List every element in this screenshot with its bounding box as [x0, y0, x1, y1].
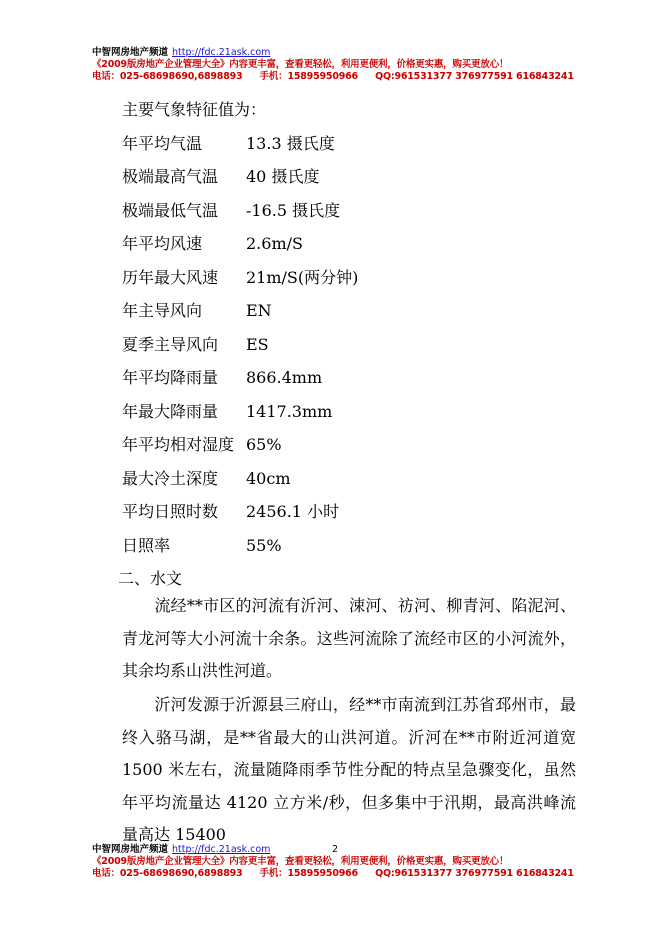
climate-label: 平均日照时数 — [122, 502, 219, 521]
climate-row — [122, 428, 582, 462]
footer-qq-label: QQ: — [375, 868, 395, 879]
document-body — [118, 93, 582, 596]
climate-row — [122, 127, 582, 161]
contact-phone: 电话：025-68698690,6898893 — [92, 71, 243, 82]
footer-site-url-link[interactable]: http://fdc.21ask.com — [172, 844, 271, 855]
footer-qq-numbers: 961531377 376977591 616843241 — [394, 868, 574, 879]
climate-label: 历年最大风速 — [122, 267, 219, 287]
climate-label: 最大冷土深度 — [122, 468, 219, 488]
climate-row — [122, 529, 582, 563]
climate-value: 866.4mm — [246, 368, 323, 387]
footer-site-name: 中智网房地产频道 — [92, 844, 169, 855]
qq-numbers: 961531377 376977591 616843241 — [394, 71, 574, 82]
climate-row — [122, 227, 582, 261]
header-promo: 《2009版房地产企业管理大全》内容更丰富，查看更轻松，利用更便利，价格更实惠，购买更放心！ — [92, 59, 509, 70]
climate-value: ES — [246, 334, 269, 354]
page-header — [92, 47, 632, 83]
header-site-line — [92, 47, 632, 59]
footer-site-line — [92, 844, 632, 856]
climate-row — [122, 194, 582, 228]
climate-row — [122, 261, 582, 295]
contact-qq — [375, 71, 574, 82]
section-title: 二、水文 — [118, 569, 183, 588]
climate-label: 年最大降雨量 — [122, 401, 219, 421]
climate-table — [122, 127, 582, 563]
footer-contact-mobile: 手机：15895950966 — [259, 868, 358, 879]
hydrology-paragraph-1: 流经**市区的河流有沂河、涑河、祊河、柳青河、陷泥河、青龙河等大小河流十余条。这些河流除了流经市区的小河流外，其余均系山洪性河道。 — [122, 596, 576, 680]
footer-contact — [92, 868, 632, 880]
climate-label: 年平均气温 — [122, 133, 203, 153]
climate-row — [122, 160, 582, 194]
climate-label: 极端最高气温 — [122, 167, 219, 186]
climate-value: 55% — [246, 535, 282, 555]
contact-mobile: 手机：15895950966 — [259, 71, 358, 82]
footer-contact-phone: 电话：025-68698690,6898893 — [92, 868, 243, 879]
page-footer — [92, 844, 632, 880]
climate-label: 年主导风向 — [122, 301, 203, 320]
site-name: 中智网房地产频道 — [92, 47, 169, 58]
header-contact — [92, 71, 632, 83]
footer-contact-qq — [375, 868, 574, 879]
climate-label: 夏季主导风向 — [122, 334, 219, 354]
qq-label: QQ: — [375, 71, 395, 82]
climate-value: 21m/S(两分钟) — [246, 267, 359, 287]
climate-value: 40 摄氏度 — [246, 167, 320, 186]
climate-value: 2.6m/S — [246, 234, 303, 253]
climate-value: -16.5 摄氏度 — [246, 200, 341, 220]
page-number: 2 — [332, 844, 339, 855]
climate-row — [122, 361, 582, 395]
footer-promo: 《2009版房地产企业管理大全》内容更丰富，查看更轻松，利用更便利，价格更实惠，购买更放心！ — [92, 856, 509, 867]
climate-row — [122, 294, 582, 328]
climate-value: 40cm — [246, 468, 291, 488]
hydrology-paragraph-2: 沂河发源于沂源县三府山，经**市南流到江苏省邳州市，最终入骆马湖，是**省最大的山洪河道。沂河在**市附近河道宽 1500 米左右，流量随降雨季节性分配的特点呈急骤变化，虽然年平均流量达 4120 立方米/秒，但多集中于汛期，最高洪峰流量高达 15400 — [122, 695, 576, 844]
climate-row — [122, 328, 582, 362]
climate-label: 年平均风速 — [122, 234, 203, 253]
climate-intro: 主要气象特征值为： — [122, 100, 267, 119]
climate-row — [122, 462, 582, 496]
climate-label: 日照率 — [122, 535, 171, 555]
climate-row — [122, 395, 582, 429]
climate-label: 极端最低气温 — [122, 200, 219, 220]
climate-value: 2456.1 小时 — [246, 502, 340, 521]
climate-label: 年平均降雨量 — [122, 368, 219, 387]
climate-value: EN — [246, 301, 272, 320]
climate-label: 年平均相对湿度 — [122, 435, 235, 454]
climate-value: 13.3 摄氏度 — [246, 133, 335, 153]
site-url-link[interactable]: http://fdc.21ask.com — [172, 47, 271, 58]
climate-value: 65% — [246, 435, 282, 454]
climate-row — [122, 495, 582, 529]
climate-value: 1417.3mm — [246, 401, 333, 421]
